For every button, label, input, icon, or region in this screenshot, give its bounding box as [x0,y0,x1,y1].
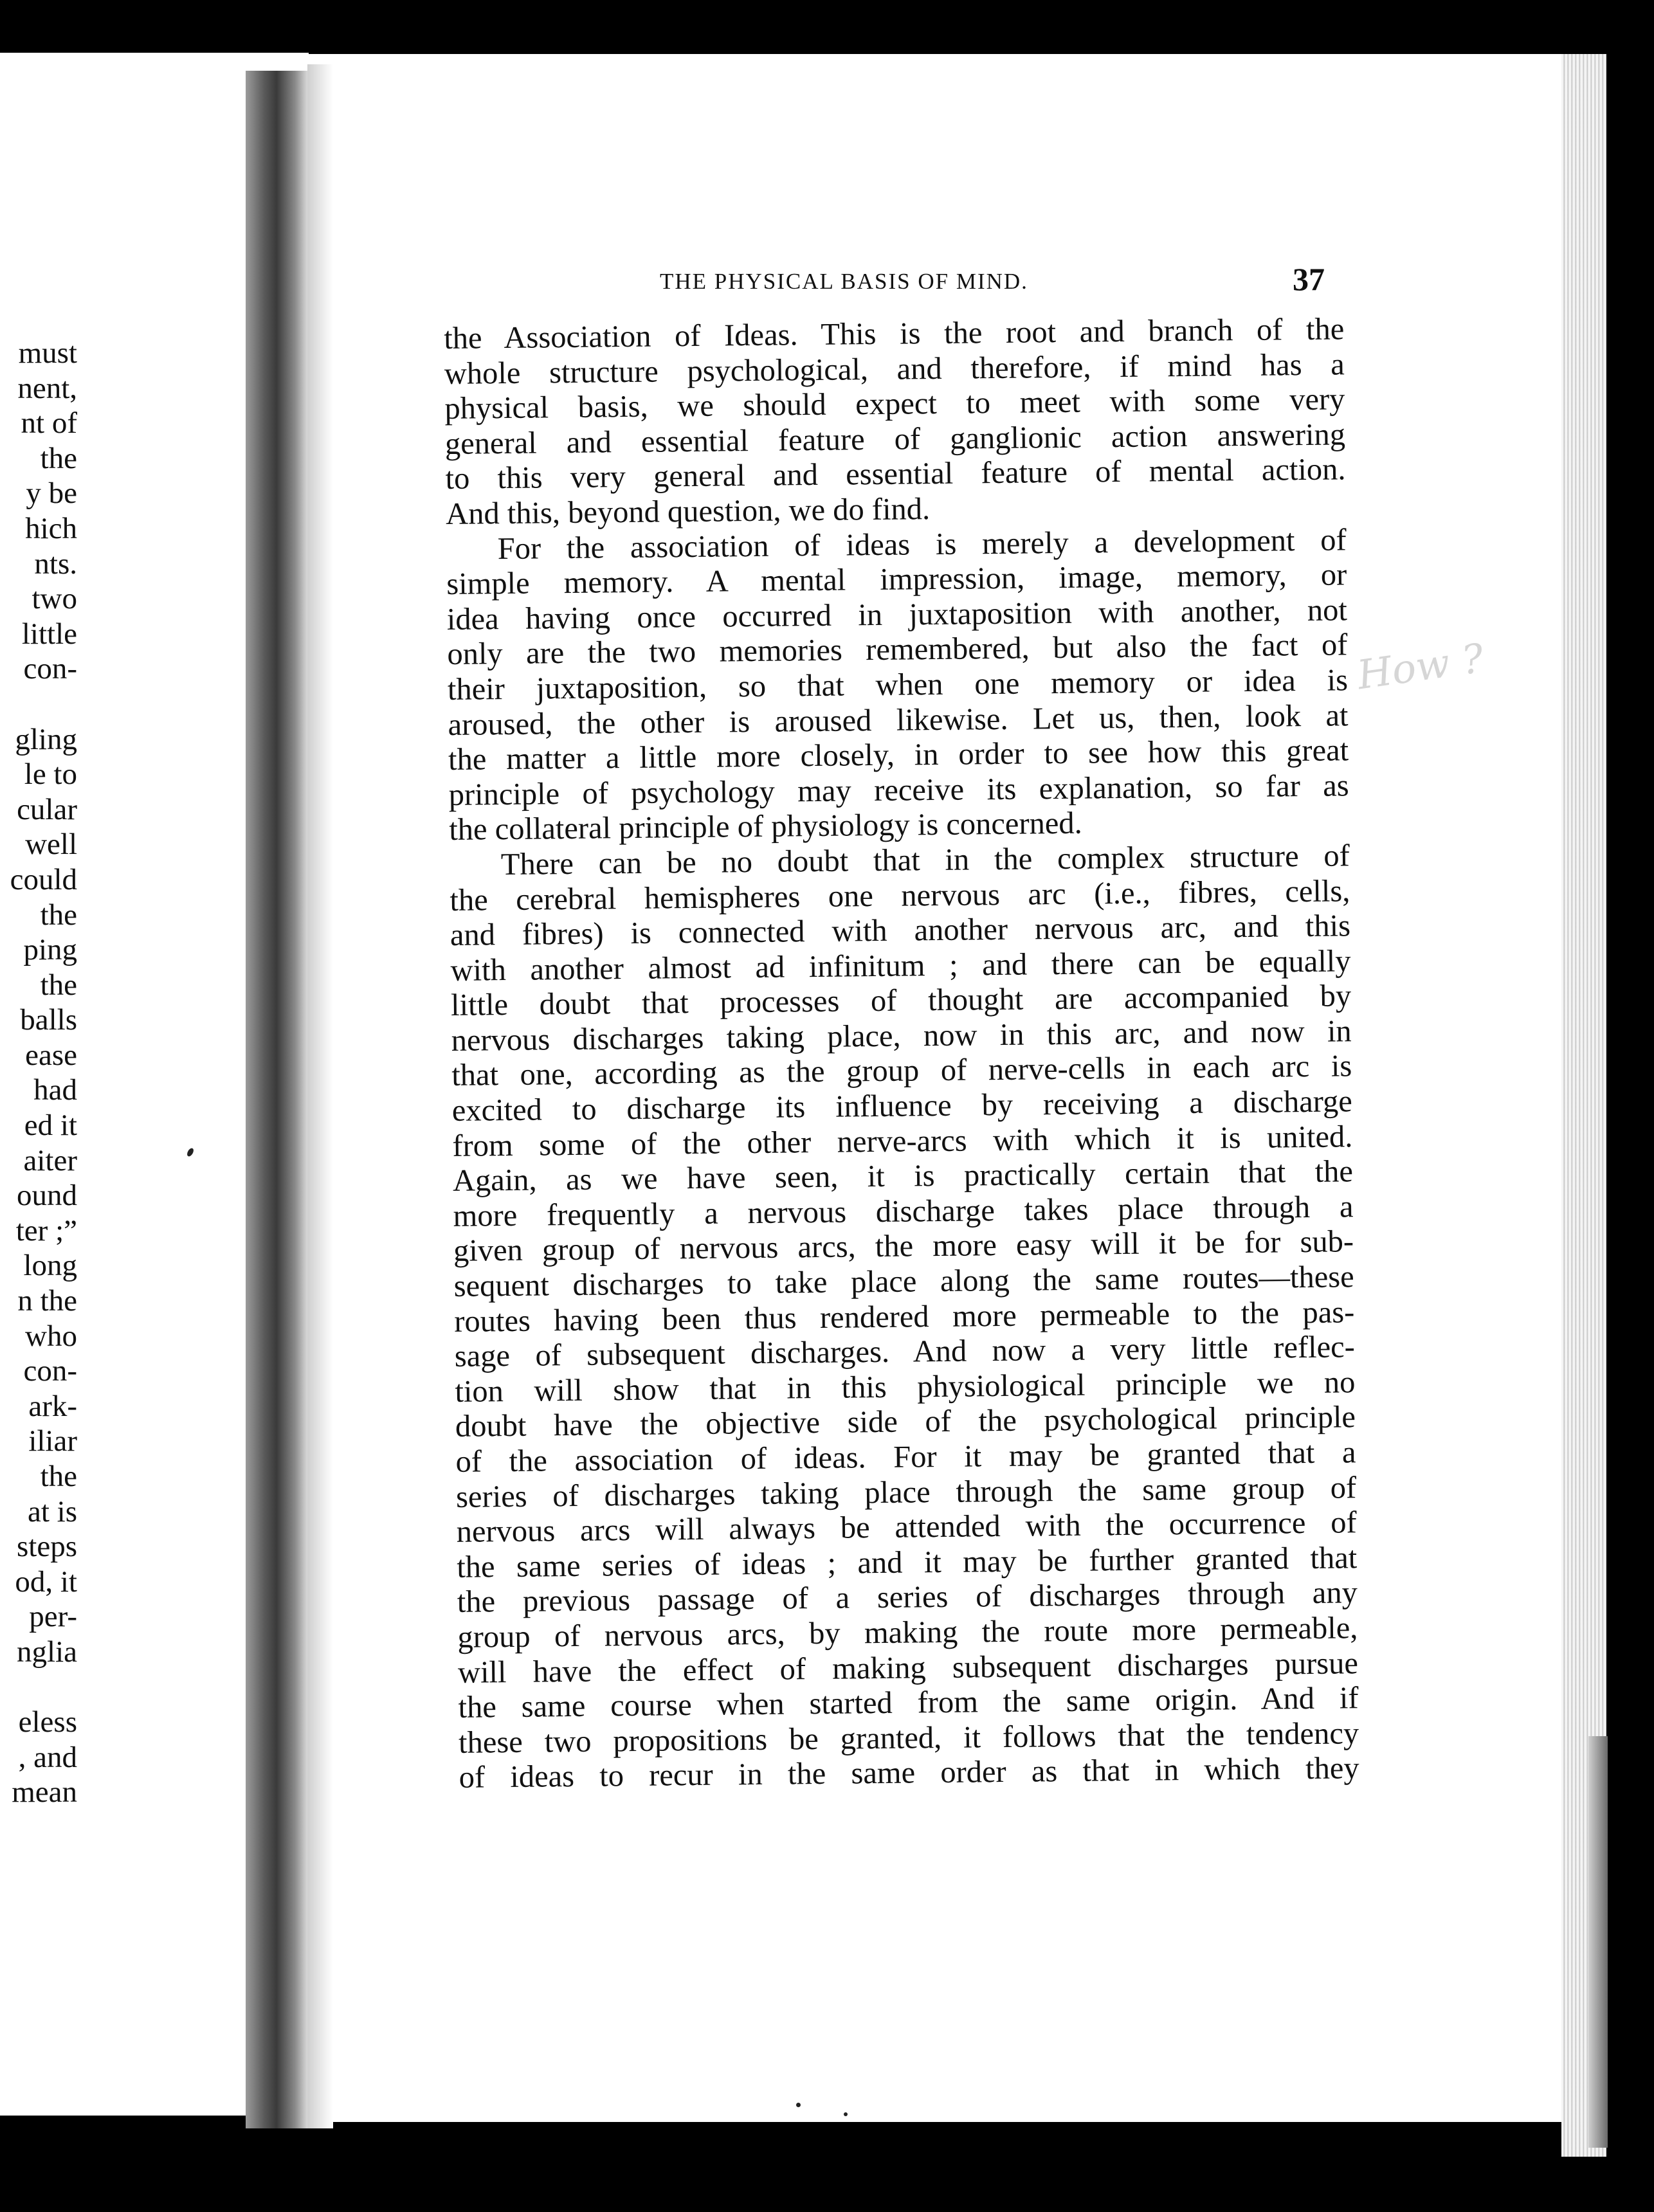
left-page-fragment [0,687,77,722]
text-line: excited to discharge its influence by receiving a discharge [451,1084,1353,1128]
handwritten-margin-note: How ? [1354,634,1487,699]
left-page-fragment: per- [29,1600,77,1634]
left-page-fragment: n the [17,1284,77,1318]
text-line: group of nervous arcs, by making the route more permeable, [457,1611,1358,1654]
left-page-fragment: at is [27,1494,77,1528]
left-page-fragment: the [40,968,77,1002]
left-page-fragment: gling [15,722,77,756]
left-page-fragment: little [21,617,77,651]
text-line: idea having once occurred in juxtaposition with another, not [446,593,1348,637]
left-page-fragment: nt of [21,406,77,440]
text-line: the same series of ideas ; and it may be further granted that [457,1541,1358,1584]
left-page-fragment: ed it [24,1109,77,1143]
left-page-fragment: iliar [28,1424,77,1458]
left-page-fragment: ark- [28,1389,77,1423]
left-page-fragment: y be [26,476,77,511]
left-page-fragment: long [23,1249,77,1283]
text-line: series of discharges taking place through the same group of [455,1470,1357,1514]
text-line: will have the effect of making subsequent discharges pursue [457,1645,1359,1690]
ink-speck [796,2103,801,2107]
left-page-fragment [0,1670,77,1705]
text-line: There can be no doubt that in the complex structure of [500,839,1350,882]
left-page-fragment: aiter [23,1143,77,1177]
left-page-fragment: two [32,582,77,616]
ink-speck [844,2112,848,2116]
text-line: more frequently a nervous discharge takes place through a [453,1190,1354,1233]
left-page-fragment: , and [18,1740,77,1774]
text-line: For the association of ideas is merely a development of [497,522,1347,566]
text-line: little doubt that processes of thought are accompanied by [450,979,1352,1023]
left-page-fragment: nglia [17,1635,77,1669]
left-page-fragment: the [40,898,77,932]
text-line: to this very general and essential feature of mental action. [445,452,1346,496]
text-line: physical basis, we should expect to meet with some very [444,382,1345,426]
left-page-fragment: od, it [15,1564,77,1599]
left-page-fragment: who [25,1319,77,1353]
left-page-fragment: the [40,441,77,475]
text-line: the collateral principle of physiology is concerned. [449,806,1083,848]
left-page-fragment: ter ;” [15,1213,77,1247]
running-head: THE PHYSICAL BASIS OF MIND. [660,269,1028,294]
left-page-fragment: le to [24,757,77,792]
left-page-fragment: con- [23,1354,77,1388]
left-page-fragment: must [18,336,77,370]
text-line: only are the two memories remembered, but also the fact of [447,628,1348,672]
left-page-fragment: cular [17,792,77,826]
text-line: simple memory. A mental impression, image, memory, or [446,558,1347,602]
text-line: And this, beyond question, we do find. [445,492,931,531]
text-line: sage of subsequent discharges. And now a very little reflec- [454,1330,1356,1374]
text-line: with another almost ad infinitum ; and there can be equally [450,943,1351,988]
text-line: whole structure psychological, and therefore, if mind has a [444,347,1345,391]
text-line: principle of psychology may receive its explanation, so far as [448,768,1349,812]
left-page-fragment: ping [23,933,77,967]
left-page-fragment: ound [17,1179,77,1213]
binding-gutter-shadow [246,71,307,2128]
text-line: nervous discharges taking place, now in this arc, and now in [451,1014,1352,1058]
text-line: their juxtaposition, so that when one memory or idea is [447,663,1349,707]
text-line: of the association of ideas. For it may be granted that a [455,1435,1356,1479]
left-page-fragment: could [10,862,77,896]
left-page-fragment: hich [25,511,77,545]
text-line: and fibres) is connected with another nervous arc, and this [450,909,1351,953]
left-page-fragment: nent, [17,371,77,405]
left-page-text-fragments [0,336,77,1810]
text-line: the matter a little more closely, in order to see how this great [448,733,1349,777]
gutter-highlight [307,64,333,2128]
body-text [444,312,1359,1795]
left-page-fragment: mean [12,1775,77,1809]
text-line: of ideas to recur in the same order as that in which they [459,1751,1359,1795]
text-line: nervous arcs will always be attended with the occurrence of [456,1505,1357,1550]
left-page-fragment: con- [23,652,77,686]
text-line: general and essential feature of ganglionic action answering [444,417,1346,461]
left-page-fragment: nts. [34,547,77,581]
left-page-fragment: well [25,828,77,862]
left-page-fragment: eless [18,1705,77,1739]
page-edges-shadow [1588,1736,1608,2148]
left-page-fragment: balls [20,1003,77,1037]
text-line: given group of nervous arcs, the more easy will it be for sub- [453,1224,1354,1269]
page-number: 37 [1293,261,1325,297]
text-line: tion will show that in this physiological principle we no [455,1365,1356,1409]
text-line: the Association of Ideas. This is the root and branch of the [444,312,1345,356]
text-line: doubt have the objective side of the psychological principle [455,1400,1356,1444]
left-page-fragment: ease [25,1038,77,1072]
text-line: sequent discharges to take place along the same routes—these [453,1260,1354,1303]
text-line: the same course when started from the same origin. And if [458,1681,1359,1725]
text-line: from some of the other nerve-arcs with which it is united. [452,1119,1353,1163]
text-line: the cerebral hemispheres one nervous arc (i.e., fibres, cells, [450,873,1350,918]
text-line: these two propositions be granted, it follows that the tendency [458,1716,1359,1760]
left-page-fragment: steps [17,1530,77,1564]
text-line: aroused, the other is aroused likewise. Let us, then, look at [448,698,1349,742]
left-page-fragment: the [40,1460,77,1493]
text-line: that one, according as the group of nerve-cells in each arc is [451,1049,1352,1093]
text-line: routes having been thus rendered more permeable to the pas- [454,1294,1355,1339]
left-page-fragment: had [33,1073,77,1107]
text-line: Again, as we have seen, it is practically certain that the [452,1154,1354,1199]
text-line: the previous passage of a series of discharges through any [457,1575,1358,1620]
